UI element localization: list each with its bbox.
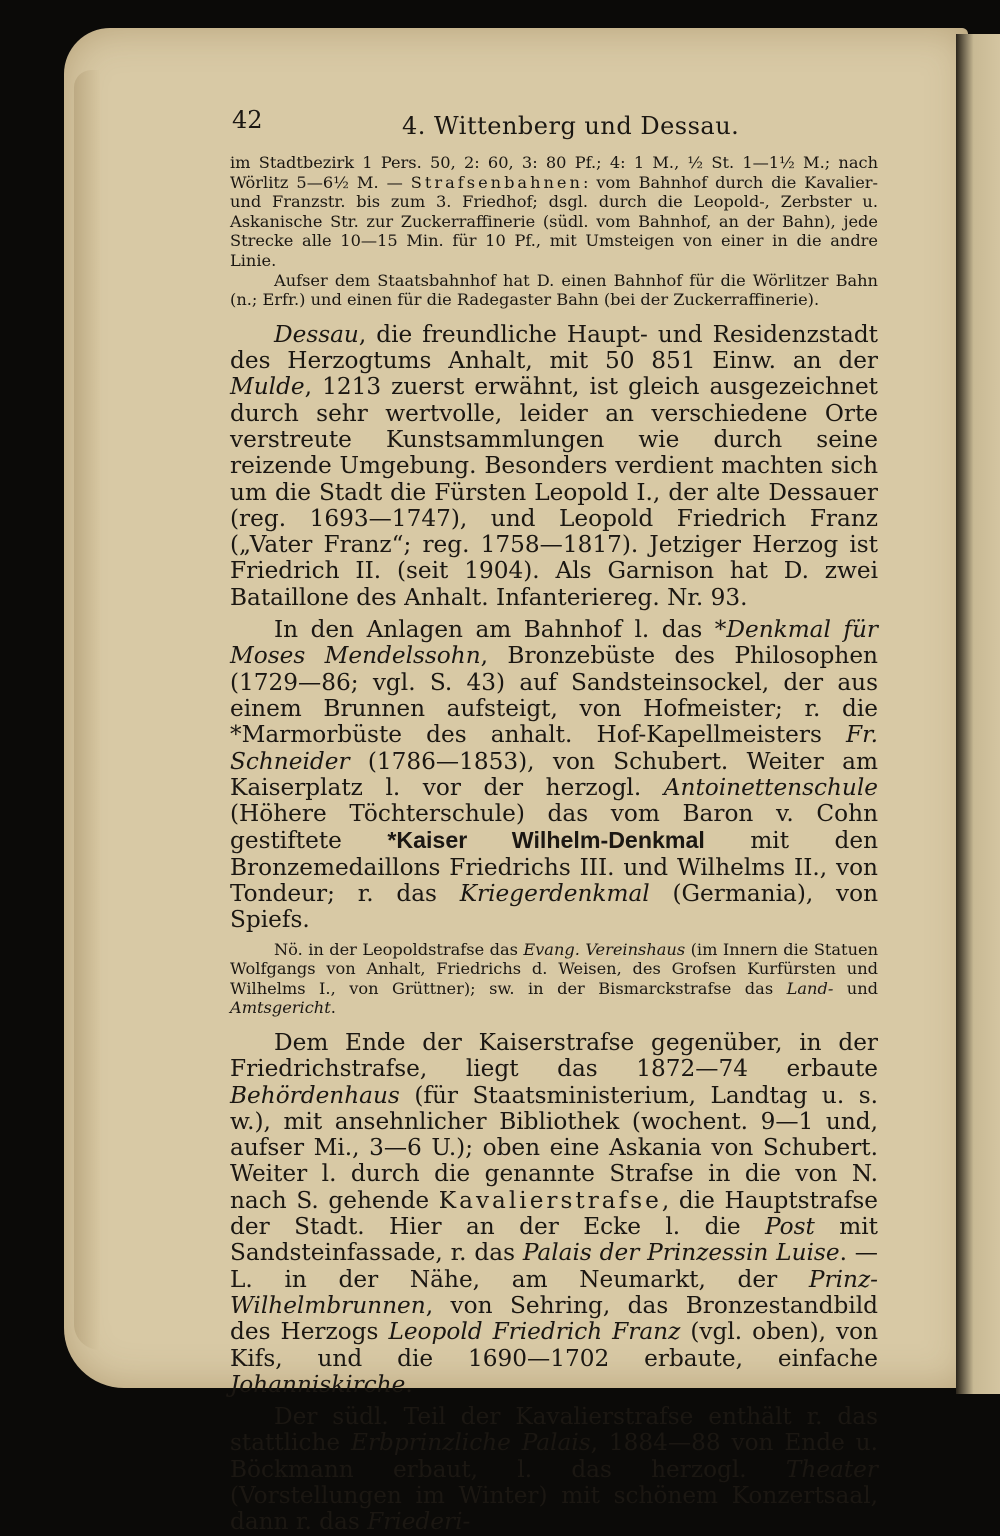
text-run: . bbox=[405, 1370, 413, 1398]
text-run: mit Sandsteinfassade, r. das bbox=[230, 1213, 879, 1267]
text-run: (für Staatsministerium, Landtag u. s. w.), mit ansehnlicher Bibliothek (wochent. 9—1 und, aufser Mi., 3—6 U.); oben eine Askania von Schubert. Weiter l. durch die genannte Strafse in die von N. nach S. gehende bbox=[230, 1081, 878, 1214]
text-run: , von Sehring, das Bronzestandbild des Herzogs bbox=[230, 1291, 878, 1346]
running-head bbox=[230, 95, 878, 145]
text-run: (1786—1853), von Schubert. Weiter am Kaiserplatz l. vor der herzogl. bbox=[230, 747, 878, 801]
text-run: Amtsgericht bbox=[230, 998, 331, 1018]
text-run: . — L. in der Nähe, am Neumarkt, der bbox=[230, 1239, 878, 1293]
text-run: Nö. in der Leopoldstrafse das bbox=[274, 939, 524, 959]
text-run: mit den Bronzemedaillons Friedrichs III. und Wilhelms II., von Tondeur; r. das bbox=[230, 827, 879, 907]
text-run: Strafsenbahnen bbox=[410, 172, 583, 192]
binding-strip bbox=[956, 34, 1000, 1394]
page-text bbox=[230, 95, 878, 1536]
paragraph-south-kavalierstrasse bbox=[230, 1404, 878, 1535]
text-run: Johanniskirche bbox=[230, 1370, 406, 1398]
text-run: (Germania), von Spiefs. bbox=[230, 879, 878, 934]
text-run: Behördenhaus bbox=[230, 1081, 400, 1109]
text-run: Evang. Vereinshaus bbox=[523, 939, 686, 959]
text-run: (Höhere Töchterschule) das vom Baron v. Cohn gestiftete bbox=[230, 800, 878, 855]
text-run: Leopold Friedrich Franz bbox=[388, 1318, 681, 1346]
chapter-title: 4. Wittenberg und Dessau. bbox=[402, 112, 740, 140]
text-run: im Stadtbezirk 1 Pers. 50, 2: 60, 3: 80 Pf.; 4: 1 M., ½ St. 1—1½ M.; nach Wörlitz 5—6½ M. — bbox=[230, 153, 878, 192]
text-run: Dem Ende der Kaiserstrafse gegenüber, in der Friedrichstrafse, liegt das 1872—74 erbaute bbox=[230, 1028, 878, 1083]
paragraph-monuments bbox=[230, 617, 878, 934]
text-run: Theater bbox=[785, 1455, 878, 1483]
text-run: Palais der Prinzessin Luise bbox=[522, 1239, 840, 1267]
text-run: , 1884—88 von Ende u. Böckmann erbaut, l. das herzogl. bbox=[230, 1429, 878, 1483]
text-run: Mulde bbox=[230, 373, 305, 401]
text-run: und bbox=[833, 978, 878, 998]
text-run: In den Anlagen am Bahnhof l. das * bbox=[274, 616, 727, 644]
text-run: Land- bbox=[786, 978, 834, 998]
text-run: Der südl. Teil der Kavalierstrafse enthält r. das stattliche bbox=[230, 1403, 878, 1457]
text-run: , Bronzebüste des Philosophen (1729—86; vgl. S. 43) auf Sandsteinsockel, der aus einem Brunnen aufsteigt, von Hofmeister; r. die *Marmorbüste des anhalt. Hof-Kapellmeisters bbox=[230, 642, 878, 749]
text-run: (Vorstellungen im Winter) mit schönem Konzertsaal, dann r. das bbox=[230, 1482, 878, 1536]
station-note bbox=[230, 271, 878, 310]
text-run: Denkmal für Moses Mendelssohn bbox=[230, 616, 879, 670]
text-run: , 1213 zuerst erwähnt, ist gleich ausgezeichnet durch sehr wertvolle, leider an verschiedene Orte verstreute Kunstsammlungen wie durch seine reizende Umgebung. Besonders verdient machten sich um die Stadt die Fürsten Leopold I., der alte Dessauer (reg. 1693—1747), und Leopold Friedrich Franz („Vater Franz“; reg. 1758—1817). Jetziger Herzog ist Friedrich II. (seit 1904). Als Garnison hat D. zwei Bataillone des Anhalt. Infanteriereg. Nr. 93. bbox=[230, 373, 878, 611]
text-run: : vom Bahnhof durch die Kavalier- und Franzstr. bis zum 3. Friedhof; dsgl. durch die Leopold-, Zerbster u. Askanische Str. zur Zuckerraffinerie (südl. vom Bahnhof, an der Bahn), jede Strecke alle 10—15 Min. für 10 Pf., mit Umsteigen von einer in die andre Linie. bbox=[230, 172, 878, 270]
text-run: Antoinettenschule bbox=[663, 773, 878, 801]
text-run: Kavalierstrafse bbox=[438, 1186, 662, 1214]
transport-note bbox=[230, 153, 878, 271]
text-run: (vgl. oben), von Kifs, und die 1690—1702 erbaute, einfache bbox=[230, 1318, 879, 1372]
note-leopoldstrasse bbox=[230, 940, 878, 1018]
text-run: , die freundliche Haupt- und Residenzstadt des Herzogtums Anhalt, mit 50 851 Einw. an der bbox=[230, 320, 878, 375]
text-run: (im Innern die Statuen Wolfgangs von Anhalt, Friedrichs d. Weisen, des Grofsen Kurfürsten und Wilhelms I., von Grüttner); sw. in der Bismarckstrafse das bbox=[230, 939, 878, 998]
text-run: Kriegerdenkmal bbox=[459, 879, 650, 907]
text-run: Fr. Schneider bbox=[230, 721, 878, 775]
text-run: Aufser dem Staatsbahnhof hat D. einen Bahnhof für die Wörlitzer Bahn (n.; Erfr.) und einen für die Radegaster Bahn (bei der Zuckerraffinerie). bbox=[230, 270, 878, 310]
text-run: Friederi- bbox=[367, 1508, 471, 1536]
text-run: *Kaiser Wilhelm-Denkmal bbox=[387, 827, 705, 854]
paragraph-kavalierstrasse bbox=[230, 1030, 878, 1398]
text-run: Post bbox=[765, 1213, 815, 1241]
paragraph-dessau-intro bbox=[230, 322, 878, 611]
text-run: . bbox=[330, 998, 336, 1018]
page-edge-shadow bbox=[74, 70, 100, 1350]
text-run: Prinz-Wilhelmbrunnen bbox=[230, 1265, 878, 1319]
text-run: , die Hauptstrafse der Stadt. Hier an der Ecke l. die bbox=[230, 1186, 878, 1241]
text-run: Erbprinzliche Palais bbox=[351, 1429, 591, 1457]
page-number: 42 bbox=[232, 106, 263, 134]
text-run: Dessau bbox=[274, 320, 359, 348]
